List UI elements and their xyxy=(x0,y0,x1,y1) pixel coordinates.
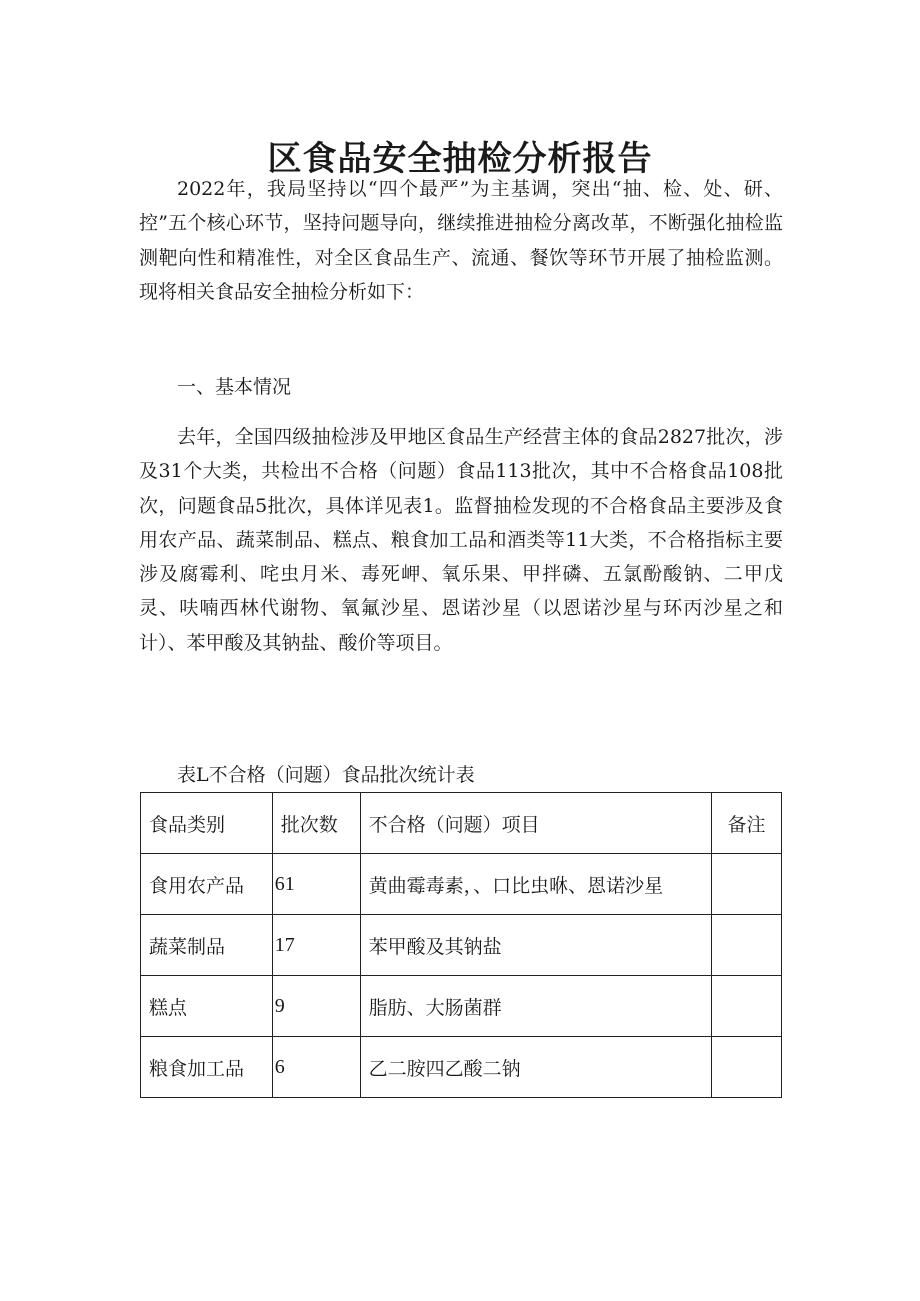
cell-batches: 9 xyxy=(272,976,360,1037)
cell-batches: 17 xyxy=(272,915,360,976)
cell-items: 脂肪、大肠菌群 xyxy=(360,976,711,1037)
unqualified-food-table xyxy=(140,792,782,1098)
table-row xyxy=(141,976,782,1037)
section-heading: 一、基本情况 xyxy=(177,376,292,398)
page-title: 区食品安全抽检分析报告 xyxy=(267,138,653,179)
cell-note xyxy=(712,915,782,976)
header-note: 备注 xyxy=(712,793,782,854)
cell-items: 苯甲酸及其钠盐 xyxy=(360,915,711,976)
table-row xyxy=(141,915,782,976)
cell-items: 乙二胺四乙酸二钠 xyxy=(360,1037,711,1098)
table-row xyxy=(141,854,782,915)
intro-paragraph: 2022年，我局坚持以“四个最严”为主基调，突出“抽、检、处、研、控”五个核心环节，坚持问题导向，继续推进抽检分离改革，不断强化抽检监测靶向性和精准性，对全区食品生产、流通、餐饮等环节开展了抽检监测。现将相关食品安全抽检分析如下： xyxy=(139,178,783,303)
situation-paragraph: 去年，全国四级抽检涉及甲地区食品生产经营主体的食品2827批次，涉及31个大类，共检出不合格（问题）食品113批次，其中不合格食品108批次，问题食品5批次，具体详见表1。监督抽检发现的不合格食品主要涉及食用农产品、蔬菜制品、糕点、粮食加工品和酒类等11大类，不合格指标主要涉及腐霉利、咤虫月米、毒死岬、氧乐果、甲拌磷、五氯酚酸钠、二甲戊灵、呋喃西林代谢物、氧氟沙星、恩诺沙星（以恩诺沙星与环丙沙星之和计）、苯甲酸及其钠盐、酸价等项目。 xyxy=(139,426,783,654)
cell-category: 蔬菜制品 xyxy=(141,915,273,976)
cell-items: 黄曲霉毒素，、口比虫咻、恩诺沙星 xyxy=(360,854,711,915)
table-header-row xyxy=(141,793,782,854)
cell-batches: 61 xyxy=(272,854,360,915)
cell-batches: 6 xyxy=(272,1037,360,1098)
header-items: 不合格（问题）项目 xyxy=(360,793,711,854)
cell-category: 粮食加工品 xyxy=(141,1037,273,1098)
header-batches: 批次数 xyxy=(272,793,360,854)
table-caption: 表L不合格（问题）食品批次统计表 xyxy=(177,764,475,786)
table-row xyxy=(141,1037,782,1098)
cell-note xyxy=(712,854,782,915)
cell-note xyxy=(712,976,782,1037)
cell-category: 食用农产品 xyxy=(141,854,273,915)
cell-note xyxy=(712,1037,782,1098)
header-category: 食品类别 xyxy=(141,793,273,854)
cell-category: 糕点 xyxy=(141,976,273,1037)
